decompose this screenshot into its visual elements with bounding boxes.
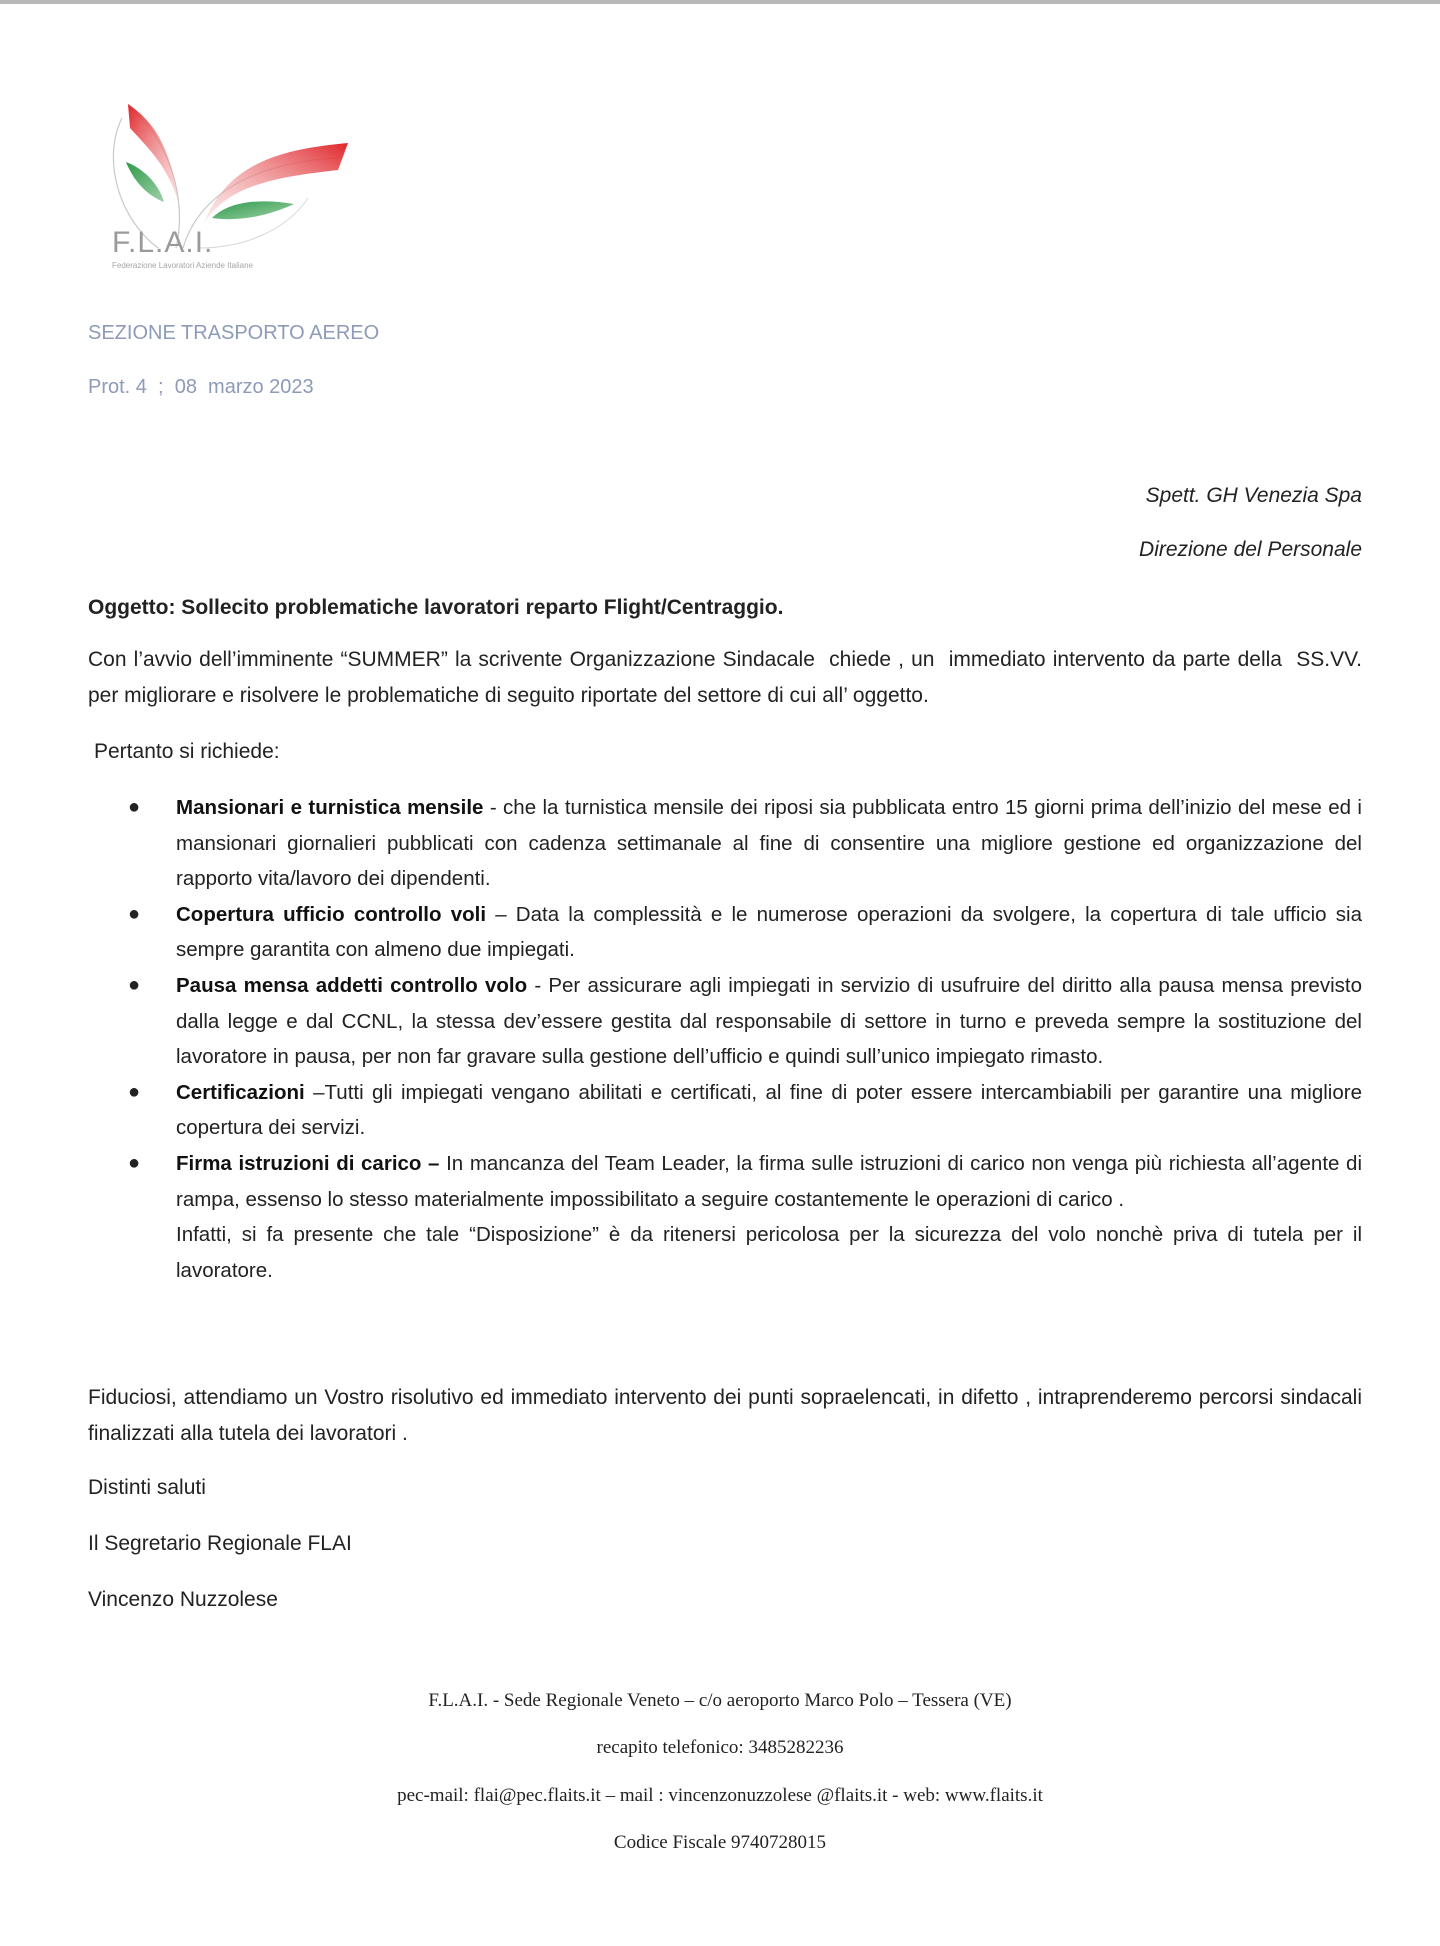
request-title: Mansionari e turnistica mensile [176,796,484,819]
intro-paragraph: Con l’avvio dell’imminente “SUMMER” la scrivente Organizzazione Sindacale chiede , un immediato intervento da parte della SS.VV. per migliorare e risolvere le problematiche di seguito riportate del settore di cui all’ oggetto. [88,648,1368,707]
protocol-date: Prot. 4 ; 08 marzo 2023 [88,376,314,398]
request-title: Firma istruzioni di carico – [176,1151,440,1175]
logo-subtitle: Federazione Lavoratori Aziende Italiane [112,261,253,270]
closing-paragraph: Fiduciosi, attendiamo un Vostro risolutivo ed immediato intervento dei punti sopraelencati, in difetto , intraprenderemo percorsi sindacali finalizzati alla tutela dei lavoratori . [88,1386,1362,1445]
request-note: Infatti, si fa presente che tale “Disposizione” è da ritenersi pericolosa per la sicurezza del volo nonchè priva di tutela per il lavoratore. [176,1223,1362,1282]
footer-contacts: pec-mail: flai@pec.flaits.it – mail : vincenzonuzzolese @flaits.it - web: www.flaits.it [397,1785,1043,1806]
request-lead: Pertanto si richiede: [94,740,280,763]
request-text: - che la turnistica mensile dei riposi sia pubblicata entro 15 giorni prima dell’inizio del mese ed i mansionari giornalieri pubblicati con cadenza settimanale al fine di consentire una migliore gestione ed organizzazione del rapporto vita/lavoro dei dipendenti. [176,796,1362,891]
subject-line: Oggetto: Sollecito problematiche lavoratori reparto Flight/Centraggio. [88,596,784,619]
request-title: Pausa mensa addetti controllo volo [176,973,528,997]
request-text: –Tutti gli impiegati vengano abilitati e certificati, al fine di poter essere intercambiabili per garantire una migliore copertura dei servizi. [176,1080,1362,1140]
list-item [88,1146,1362,1288]
signatory-name: Vincenzo Nuzzolese [88,1588,278,1611]
bullet-icon: ● [128,973,141,996]
flai-logo [108,98,360,278]
recipient-company: Spett. GH Venezia Spa [1145,484,1362,507]
request-title: Certificazioni [176,1080,305,1104]
greeting: Distinti saluti [88,1476,206,1499]
footer-phone: recapito telefonico: 3485282236 [596,1737,844,1758]
list-item [88,968,1362,1075]
list-item [88,897,1362,968]
bullet-icon: ● [128,1080,141,1103]
list-item [88,1075,1362,1146]
logo-letters: F.L.A.I. [112,226,214,259]
recipient-department: Direzione del Personale [1139,538,1362,561]
request-text: - Per assicurare agli impiegati in servizio di usufruire del diritto alla pausa mensa previsto dalla legge e dal CCNL, la stessa dev’essere gestita dal responsabile di settore in turno e preveda sempre la sostituzione del lavoratore in pausa, per non far gravare sulla gestione dell’ufficio e quindi sull’unico impiegato rimasto. [176,973,1362,1069]
request-text: – Data la complessità e le numerose operazioni da svolgere, la copertura di tale ufficio sia sempre garantita con almeno due impiegati. [176,902,1362,962]
bullet-icon: ● [128,902,141,925]
footer-address: F.L.A.I. - Sede Regionale Veneto – c/o aeroporto Marco Polo – Tessera (VE) [428,1690,1012,1711]
list-item [88,790,1362,897]
request-text: In mancanza del Team Leader, la firma sulle istruzioni di carico non venga più richiesta all’agente di rampa, essenso lo stesso materialmente impossibilitato a seguire costantemente le operazioni di carico . [176,1151,1363,1211]
signatory-role: Il Segretario Regionale FLAI [88,1532,352,1555]
section-label: SEZIONE TRASPORTO AEREO [88,322,380,344]
top-border [0,0,1440,4]
footer-tax-code: Codice Fiscale 9740728015 [613,1832,827,1853]
request-title: Copertura ufficio controllo voli [176,902,487,926]
bullet-icon: ● [128,796,141,818]
requests-list [88,790,1362,1288]
bullet-icon: ● [128,1151,141,1174]
